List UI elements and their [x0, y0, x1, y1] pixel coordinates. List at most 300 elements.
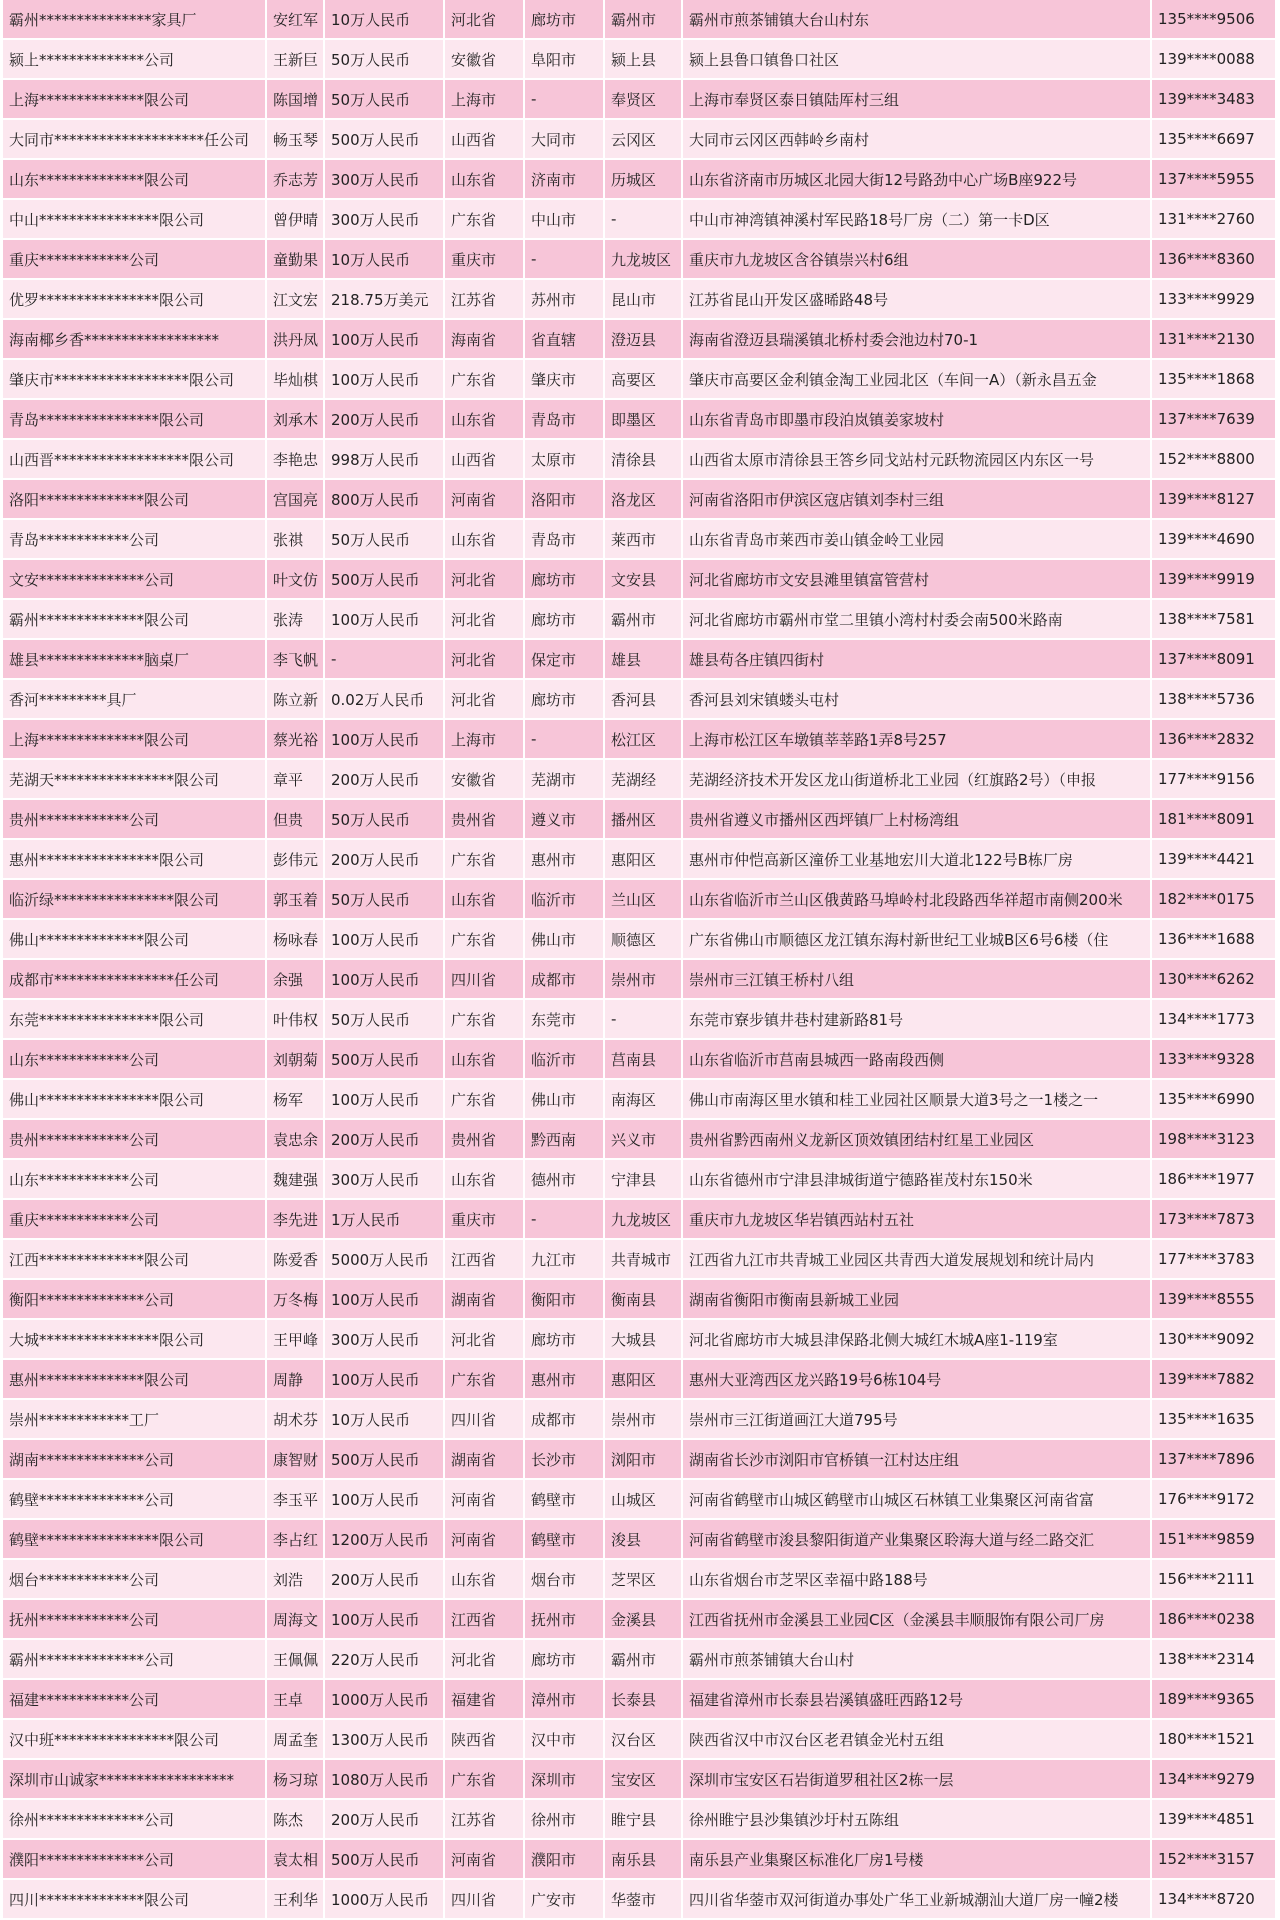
table-row: [3, 1600, 1277, 1640]
registered-capital-cell: 50万人民币: [325, 880, 445, 920]
legal-person-cell: 郭玉着: [267, 880, 325, 920]
address-cell: 山东省青岛市莱西市姜山镇金岭工业园: [683, 520, 1152, 560]
address-cell: 惠州市仲恺高新区潼侨工业基地宏川大道北122号B栋厂房: [683, 840, 1152, 880]
legal-person-cell: 陈立新: [267, 680, 325, 720]
city-cell: 黔西南: [525, 1120, 605, 1160]
registered-capital-cell: 1000万人民币: [325, 1880, 445, 1920]
phone-cell: 131****2760: [1152, 200, 1277, 240]
address-cell: 湖南省长沙市浏阳市官桥镇一江村达庄组: [683, 1440, 1152, 1480]
address-cell: 山东省济南市历城区北园大街12号路劲中心广场B座922号: [683, 160, 1152, 200]
table-row: [3, 720, 1277, 760]
city-cell: 抚州市: [525, 1600, 605, 1640]
table-row: [3, 760, 1277, 800]
province-cell: 上海市: [445, 80, 525, 120]
company-name-cell: 贵州************公司: [3, 1120, 267, 1160]
phone-cell: 138****5736: [1152, 680, 1277, 720]
address-cell: 崇州市三江街道画江大道795号: [683, 1400, 1152, 1440]
province-cell: 陕西省: [445, 1720, 525, 1760]
province-cell: 四川省: [445, 960, 525, 1000]
city-cell: 濮阳市: [525, 1840, 605, 1880]
table-row: [3, 1000, 1277, 1040]
table-row: [3, 1800, 1277, 1840]
address-cell: 霸州市煎茶铺镇大台山村: [683, 1640, 1152, 1680]
table-row: [3, 400, 1277, 440]
table-row: [3, 1240, 1277, 1280]
district-cell: 九龙坡区: [605, 240, 683, 280]
city-cell: 徐州市: [525, 1800, 605, 1840]
city-cell: 廊坊市: [525, 680, 605, 720]
city-cell: -: [525, 240, 605, 280]
city-cell: 烟台市: [525, 1560, 605, 1600]
legal-person-cell: 袁忠余: [267, 1120, 325, 1160]
address-cell: 霸州市煎茶铺镇大台山村东: [683, 0, 1152, 40]
legal-person-cell: 杨咏春: [267, 920, 325, 960]
phone-cell: 135****9506: [1152, 0, 1277, 40]
city-cell: 鹤壁市: [525, 1480, 605, 1520]
registered-capital-cell: 220万人民币: [325, 1640, 445, 1680]
province-cell: 山东省: [445, 1560, 525, 1600]
registered-capital-cell: 300万人民币: [325, 1160, 445, 1200]
company-name-cell: 霸州**************公司: [3, 1640, 267, 1680]
city-cell: 廊坊市: [525, 600, 605, 640]
city-cell: 芜湖市: [525, 760, 605, 800]
registered-capital-cell: 1080万人民币: [325, 1760, 445, 1800]
table-row: [3, 880, 1277, 920]
company-name-cell: 霸州***************家具厂: [3, 0, 267, 40]
city-cell: 九江市: [525, 1240, 605, 1280]
address-cell: 山东省烟台市芝罘区幸福中路188号: [683, 1560, 1152, 1600]
address-cell: 颍上县鲁口镇鲁口社区: [683, 40, 1152, 80]
city-cell: 深圳市: [525, 1760, 605, 1800]
district-cell: 南海区: [605, 1080, 683, 1120]
legal-person-cell: 余强: [267, 960, 325, 1000]
legal-person-cell: 胡术芬: [267, 1400, 325, 1440]
district-cell: 清徐县: [605, 440, 683, 480]
registered-capital-cell: 10万人民币: [325, 1400, 445, 1440]
table-row: [3, 1760, 1277, 1800]
phone-cell: 173****7873: [1152, 1200, 1277, 1240]
province-cell: 江苏省: [445, 1800, 525, 1840]
province-cell: 河北省: [445, 1320, 525, 1360]
phone-cell: 139****9919: [1152, 560, 1277, 600]
registered-capital-cell: 200万人民币: [325, 400, 445, 440]
phone-cell: 198****3123: [1152, 1120, 1277, 1160]
city-cell: 青岛市: [525, 400, 605, 440]
company-name-cell: 东莞****************限公司: [3, 1000, 267, 1040]
phone-cell: 135****6697: [1152, 120, 1277, 160]
city-cell: 廊坊市: [525, 1640, 605, 1680]
district-cell: 宝安区: [605, 1760, 683, 1800]
company-name-cell: 鹤壁****************限公司: [3, 1520, 267, 1560]
address-cell: 河南省鹤壁市山城区鹤壁市山城区石林镇工业集聚区河南省富: [683, 1480, 1152, 1520]
city-cell: 惠州市: [525, 1360, 605, 1400]
company-name-cell: 佛山****************限公司: [3, 1080, 267, 1120]
province-cell: 山东省: [445, 160, 525, 200]
table-row: [3, 1120, 1277, 1160]
district-cell: 松江区: [605, 720, 683, 760]
province-cell: 湖南省: [445, 1440, 525, 1480]
province-cell: 广东省: [445, 1360, 525, 1400]
company-name-cell: 重庆************公司: [3, 240, 267, 280]
table-row: [3, 1720, 1277, 1760]
legal-person-cell: 叶伟权: [267, 1000, 325, 1040]
registered-capital-cell: 1200万人民币: [325, 1520, 445, 1560]
company-name-cell: 江西**************限公司: [3, 1240, 267, 1280]
city-cell: 廊坊市: [525, 0, 605, 40]
province-cell: 江西省: [445, 1240, 525, 1280]
registered-capital-cell: 218.75万美元: [325, 280, 445, 320]
phone-cell: 186****0238: [1152, 1600, 1277, 1640]
phone-cell: 176****9172: [1152, 1480, 1277, 1520]
legal-person-cell: 安红军: [267, 0, 325, 40]
table-row: [3, 1520, 1277, 1560]
city-cell: 省直辖: [525, 320, 605, 360]
district-cell: 洛龙区: [605, 480, 683, 520]
registered-capital-cell: 100万人民币: [325, 960, 445, 1000]
legal-person-cell: 李玉平: [267, 1480, 325, 1520]
address-cell: 山东省德州市宁津县津城街道宁德路崔茂村东150米: [683, 1160, 1152, 1200]
company-name-cell: 惠州**************限公司: [3, 1360, 267, 1400]
registered-capital-cell: 800万人民币: [325, 480, 445, 520]
phone-cell: 135****6990: [1152, 1080, 1277, 1120]
city-cell: 成都市: [525, 960, 605, 1000]
registered-capital-cell: 50万人民币: [325, 40, 445, 80]
address-cell: 海南省澄迈县瑞溪镇北桥村委会池边村70-1: [683, 320, 1152, 360]
district-cell: 九龙坡区: [605, 1200, 683, 1240]
city-cell: 遵义市: [525, 800, 605, 840]
registered-capital-cell: 100万人民币: [325, 1280, 445, 1320]
table-row: [3, 80, 1277, 120]
district-cell: 香河县: [605, 680, 683, 720]
registered-capital-cell: 500万人民币: [325, 560, 445, 600]
city-cell: 漳州市: [525, 1680, 605, 1720]
registered-capital-cell: 50万人民币: [325, 520, 445, 560]
address-cell: 河北省廊坊市大城县津保路北侧大城红木城A座1-119室: [683, 1320, 1152, 1360]
registered-capital-cell: 100万人民币: [325, 1480, 445, 1520]
city-cell: 廊坊市: [525, 1320, 605, 1360]
registered-capital-cell: 100万人民币: [325, 320, 445, 360]
address-cell: 江西省九江市共青城工业园区共青西大道发展规划和统计局内: [683, 1240, 1152, 1280]
table-row: [3, 840, 1277, 880]
district-cell: 霸州市: [605, 1640, 683, 1680]
legal-person-cell: 袁太相: [267, 1840, 325, 1880]
city-cell: 阜阳市: [525, 40, 605, 80]
legal-person-cell: 蔡光裕: [267, 720, 325, 760]
province-cell: 河南省: [445, 480, 525, 520]
table-row: [3, 1440, 1277, 1480]
district-cell: 芜湖经: [605, 760, 683, 800]
city-cell: 德州市: [525, 1160, 605, 1200]
province-cell: 河南省: [445, 1520, 525, 1560]
province-cell: 广东省: [445, 1000, 525, 1040]
company-name-cell: 鹤壁**************公司: [3, 1480, 267, 1520]
company-name-cell: 香河*********具厂: [3, 680, 267, 720]
phone-cell: 130****9092: [1152, 1320, 1277, 1360]
province-cell: 山东省: [445, 880, 525, 920]
address-cell: 山东省临沂市兰山区俄黄路马埠岭村北段路西华祥超市南侧200米: [683, 880, 1152, 920]
district-cell: 惠阳区: [605, 1360, 683, 1400]
phone-cell: 136****1688: [1152, 920, 1277, 960]
registered-capital-cell: -: [325, 640, 445, 680]
phone-cell: 130****6262: [1152, 960, 1277, 1000]
table-row: [3, 600, 1277, 640]
address-cell: 崇州市三江镇王桥村八组: [683, 960, 1152, 1000]
city-cell: 鹤壁市: [525, 1520, 605, 1560]
registered-capital-cell: 0.02万人民币: [325, 680, 445, 720]
phone-cell: 139****3483: [1152, 80, 1277, 120]
city-cell: 成都市: [525, 1400, 605, 1440]
legal-person-cell: 刘浩: [267, 1560, 325, 1600]
table-row: [3, 1680, 1277, 1720]
legal-person-cell: 陈国增: [267, 80, 325, 120]
phone-cell: 139****4421: [1152, 840, 1277, 880]
company-name-cell: 青岛****************限公司: [3, 400, 267, 440]
table-row: [3, 1160, 1277, 1200]
phone-cell: 133****9328: [1152, 1040, 1277, 1080]
company-name-cell: 烟台************公司: [3, 1560, 267, 1600]
district-cell: 奉贤区: [605, 80, 683, 120]
district-cell: 莒南县: [605, 1040, 683, 1080]
address-cell: 贵州省黔西南州义龙新区顶效镇团结村红星工业园区: [683, 1120, 1152, 1160]
city-cell: 东莞市: [525, 1000, 605, 1040]
phone-cell: 139****8555: [1152, 1280, 1277, 1320]
registered-capital-cell: 1000万人民币: [325, 1680, 445, 1720]
legal-person-cell: 杨习琼: [267, 1760, 325, 1800]
district-cell: 宁津县: [605, 1160, 683, 1200]
address-cell: 重庆市九龙坡区含谷镇崇兴村6组: [683, 240, 1152, 280]
province-cell: 河北省: [445, 600, 525, 640]
address-cell: 上海市松江区车墩镇莘莘路1弄8号257: [683, 720, 1152, 760]
registered-capital-cell: 100万人民币: [325, 600, 445, 640]
province-cell: 山东省: [445, 1040, 525, 1080]
province-cell: 河南省: [445, 1840, 525, 1880]
city-cell: 汉中市: [525, 1720, 605, 1760]
company-name-cell: 濮阳**************公司: [3, 1840, 267, 1880]
registered-capital-cell: 300万人民币: [325, 1320, 445, 1360]
district-cell: 即墨区: [605, 400, 683, 440]
address-cell: 湖南省衡阳市衡南县新城工业园: [683, 1280, 1152, 1320]
registered-capital-cell: 100万人民币: [325, 360, 445, 400]
company-name-cell: 芜湖天****************限公司: [3, 760, 267, 800]
company-name-cell: 肇庆市******************限公司: [3, 360, 267, 400]
province-cell: 山西省: [445, 440, 525, 480]
table-row: [3, 1320, 1277, 1360]
address-cell: 山西省太原市清徐县王答乡同戈站村元跃物流园区内东区一号: [683, 440, 1152, 480]
company-name-cell: 海南椰乡香******************: [3, 320, 267, 360]
table-body: [3, 0, 1277, 1920]
province-cell: 山东省: [445, 1160, 525, 1200]
address-cell: 陕西省汉中市汉台区老君镇金光村五组: [683, 1720, 1152, 1760]
district-cell: 高要区: [605, 360, 683, 400]
province-cell: 山东省: [445, 520, 525, 560]
table-row: [3, 40, 1277, 80]
legal-person-cell: 周海文: [267, 1600, 325, 1640]
province-cell: 上海市: [445, 720, 525, 760]
district-cell: 莱西市: [605, 520, 683, 560]
legal-person-cell: 童勤果: [267, 240, 325, 280]
district-cell: 睢宁县: [605, 1800, 683, 1840]
province-cell: 山西省: [445, 120, 525, 160]
address-cell: 河南省洛阳市伊滨区寇店镇刘李村三组: [683, 480, 1152, 520]
city-cell: -: [525, 80, 605, 120]
legal-person-cell: 王新巨: [267, 40, 325, 80]
legal-person-cell: 周孟奎: [267, 1720, 325, 1760]
table-row: [3, 1640, 1277, 1680]
company-name-cell: 上海**************限公司: [3, 80, 267, 120]
address-cell: 雄县苟各庄镇四街村: [683, 640, 1152, 680]
legal-person-cell: 王利华: [267, 1880, 325, 1920]
company-name-cell: 山西晋******************限公司: [3, 440, 267, 480]
company-name-cell: 大同市********************任公司: [3, 120, 267, 160]
table-row: [3, 280, 1277, 320]
city-cell: 中山市: [525, 200, 605, 240]
table-row: [3, 1360, 1277, 1400]
province-cell: 广东省: [445, 200, 525, 240]
province-cell: 海南省: [445, 320, 525, 360]
province-cell: 山东省: [445, 400, 525, 440]
company-name-cell: 重庆************公司: [3, 1200, 267, 1240]
phone-cell: 139****4690: [1152, 520, 1277, 560]
city-cell: 临沂市: [525, 880, 605, 920]
table-row: [3, 1840, 1277, 1880]
company-name-cell: 惠州****************限公司: [3, 840, 267, 880]
table-row: [3, 480, 1277, 520]
registered-capital-cell: 200万人民币: [325, 760, 445, 800]
phone-cell: 181****8091: [1152, 800, 1277, 840]
district-cell: 历城区: [605, 160, 683, 200]
phone-cell: 156****2111: [1152, 1560, 1277, 1600]
legal-person-cell: 宫国亮: [267, 480, 325, 520]
district-cell: 兴义市: [605, 1120, 683, 1160]
address-cell: 山东省临沂市莒南县城西一路南段西侧: [683, 1040, 1152, 1080]
registered-capital-cell: 100万人民币: [325, 1080, 445, 1120]
address-cell: 江西省抚州市金溪县工业园C区（金溪县丰顺服饰有限公司厂房: [683, 1600, 1152, 1640]
city-cell: 青岛市: [525, 520, 605, 560]
legal-person-cell: 李先进: [267, 1200, 325, 1240]
table-row: [3, 1560, 1277, 1600]
address-cell: 江苏省昆山开发区盛晞路48号: [683, 280, 1152, 320]
province-cell: 贵州省: [445, 1120, 525, 1160]
district-cell: 文安县: [605, 560, 683, 600]
phone-cell: 139****7882: [1152, 1360, 1277, 1400]
company-name-cell: 成都市****************任公司: [3, 960, 267, 1000]
phone-cell: 182****0175: [1152, 880, 1277, 920]
company-name-cell: 湖南**************公司: [3, 1440, 267, 1480]
district-cell: -: [605, 200, 683, 240]
legal-person-cell: 但贵: [267, 800, 325, 840]
province-cell: 重庆市: [445, 240, 525, 280]
company-name-cell: 深圳市山诚家******************: [3, 1760, 267, 1800]
district-cell: 颍上县: [605, 40, 683, 80]
phone-cell: 137****7639: [1152, 400, 1277, 440]
address-cell: 香河县刘宋镇蝼头屯村: [683, 680, 1152, 720]
city-cell: 保定市: [525, 640, 605, 680]
table-row: [3, 920, 1277, 960]
district-cell: 共青城市: [605, 1240, 683, 1280]
phone-cell: 139****4851: [1152, 1800, 1277, 1840]
district-cell: 浚县: [605, 1520, 683, 1560]
registered-capital-cell: 100万人民币: [325, 1600, 445, 1640]
table-row: [3, 520, 1277, 560]
phone-cell: 139****8127: [1152, 480, 1277, 520]
province-cell: 广东省: [445, 920, 525, 960]
registered-capital-cell: 50万人民币: [325, 1000, 445, 1040]
phone-cell: 135****1868: [1152, 360, 1277, 400]
registered-capital-cell: 100万人民币: [325, 720, 445, 760]
registered-capital-cell: 50万人民币: [325, 80, 445, 120]
province-cell: 江西省: [445, 1600, 525, 1640]
address-cell: 上海市奉贤区泰日镇陆厍村三组: [683, 80, 1152, 120]
registered-capital-cell: 200万人民币: [325, 1560, 445, 1600]
legal-person-cell: 洪丹凤: [267, 320, 325, 360]
table-row: [3, 0, 1277, 40]
phone-cell: 138****7581: [1152, 600, 1277, 640]
legal-person-cell: 曾伊晴: [267, 200, 325, 240]
legal-person-cell: 刘承木: [267, 400, 325, 440]
legal-person-cell: 畅玉琴: [267, 120, 325, 160]
table-row: [3, 1280, 1277, 1320]
province-cell: 河北省: [445, 560, 525, 600]
table-row: [3, 800, 1277, 840]
table-row: [3, 680, 1277, 720]
legal-person-cell: 彭伟元: [267, 840, 325, 880]
phone-cell: 151****9859: [1152, 1520, 1277, 1560]
phone-cell: 136****8360: [1152, 240, 1277, 280]
table-row: [3, 1040, 1277, 1080]
district-cell: 汉台区: [605, 1720, 683, 1760]
table-row: [3, 200, 1277, 240]
legal-person-cell: 张祺: [267, 520, 325, 560]
province-cell: 河北省: [445, 680, 525, 720]
registered-capital-cell: 10万人民币: [325, 240, 445, 280]
address-cell: 南乐县产业集聚区标准化厂房1号楼: [683, 1840, 1152, 1880]
district-cell: 浏阳市: [605, 1440, 683, 1480]
company-table: [3, 0, 1277, 1920]
phone-cell: 177****3783: [1152, 1240, 1277, 1280]
legal-person-cell: 魏建强: [267, 1160, 325, 1200]
city-cell: -: [525, 1200, 605, 1240]
phone-cell: 134****9279: [1152, 1760, 1277, 1800]
legal-person-cell: 王卓: [267, 1680, 325, 1720]
address-cell: 徐州睢宁县沙集镇沙圩村五陈组: [683, 1800, 1152, 1840]
city-cell: 苏州市: [525, 280, 605, 320]
registered-capital-cell: 200万人民币: [325, 840, 445, 880]
company-name-cell: 临沂绿****************限公司: [3, 880, 267, 920]
address-cell: 河南省鹤壁市浚县黎阳街道产业集聚区聆海大道与经二路交汇: [683, 1520, 1152, 1560]
registered-capital-cell: 500万人民币: [325, 1040, 445, 1080]
table-row: [3, 1200, 1277, 1240]
table-row: [3, 1880, 1277, 1920]
city-cell: 广安市: [525, 1880, 605, 1920]
province-cell: 河北省: [445, 640, 525, 680]
city-cell: 惠州市: [525, 840, 605, 880]
table-row: [3, 440, 1277, 480]
registered-capital-cell: 998万人民币: [325, 440, 445, 480]
province-cell: 广东省: [445, 840, 525, 880]
province-cell: 四川省: [445, 1400, 525, 1440]
legal-person-cell: 王甲峰: [267, 1320, 325, 1360]
province-cell: 广东省: [445, 1080, 525, 1120]
registered-capital-cell: 5000万人民币: [325, 1240, 445, 1280]
legal-person-cell: 江文宏: [267, 280, 325, 320]
company-name-cell: 福建************公司: [3, 1680, 267, 1720]
city-cell: 临沂市: [525, 1040, 605, 1080]
company-name-cell: 中山****************限公司: [3, 200, 267, 240]
city-cell: 廊坊市: [525, 560, 605, 600]
company-name-cell: 山东************公司: [3, 1160, 267, 1200]
company-name-cell: 佛山**************限公司: [3, 920, 267, 960]
district-cell: 霸州市: [605, 600, 683, 640]
